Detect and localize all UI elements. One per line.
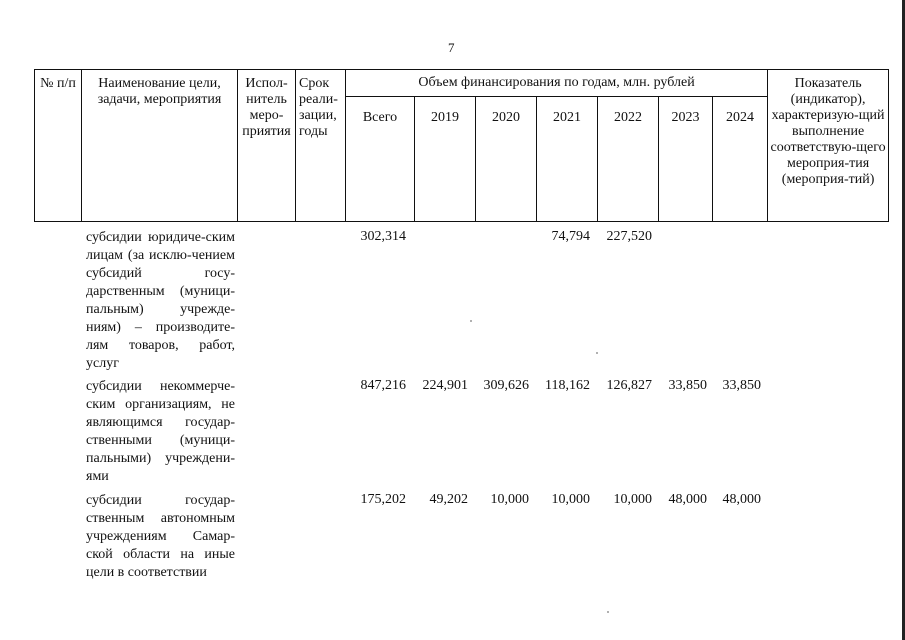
header-year-2024: 2024 [713, 97, 768, 222]
scan-speck [596, 352, 598, 354]
row-1-2021: 74,794 [551, 229, 590, 244]
row-2-2021: 118,162 [545, 378, 590, 393]
header-term: Срок реали-зации, годы [296, 70, 346, 222]
row-3-2020: 10,000 [490, 492, 529, 507]
row-2-total: 847,216 [360, 378, 406, 393]
row-2-2024: 33,850 [722, 378, 761, 393]
header-name: Наименование цели, задачи, мероприятия [82, 70, 238, 222]
row-2-description: субсидии некоммерче-ским организациям, не являющимся государ-ственными (муници-пальными) учреждени-ями [86, 379, 235, 484]
row-3-2021: 10,000 [551, 492, 590, 507]
row-3-description: субсидии государ-ственным автономным учреждениям Самар-ской области на иные цели в соответствии [86, 493, 235, 580]
row-2-2023: 33,850 [668, 378, 707, 393]
row-2-2022: 126,827 [606, 378, 652, 393]
header-financing: Объем финансирования по годам, млн. рублей [346, 70, 768, 97]
row-3-2024: 48,000 [722, 492, 761, 507]
row-3-2023: 48,000 [668, 492, 707, 507]
header-num: № п/п [35, 70, 82, 222]
row-1-total: 302,314 [360, 229, 406, 244]
row-1-2022: 227,520 [606, 229, 652, 244]
header-year-total: Всего [346, 97, 415, 222]
header-year-2020: 2020 [476, 97, 537, 222]
header-year-2022: 2022 [598, 97, 659, 222]
row-3-2022: 10,000 [613, 492, 652, 507]
row-2-2019: 224,901 [422, 378, 468, 393]
header-year-2019: 2019 [415, 97, 476, 222]
table-header [34, 69, 889, 222]
page-number: 7 [448, 40, 455, 55]
row-2-2020: 309,626 [483, 378, 529, 393]
header-year-2021: 2021 [537, 97, 598, 222]
scan-speck [607, 611, 609, 613]
row-3-2019: 49,202 [429, 492, 468, 507]
row-1-description: субсидии юридиче-ским лицам (за исклю-чением субсидий госу-дарственным (муници-пальным) учрежде-ниям) – производите-лям товаров, работ, услуг [86, 230, 235, 371]
header-year-2023: 2023 [659, 97, 713, 222]
row-3-total: 175,202 [360, 492, 406, 507]
scan-speck [470, 320, 472, 322]
header-executor: Испол-нитель меро-приятия [238, 70, 296, 222]
header-indicator: Показатель (индикатор), характеризую-щий выполнение соответствую-щего мероприя-тия (мероприя-тий) [768, 70, 889, 222]
